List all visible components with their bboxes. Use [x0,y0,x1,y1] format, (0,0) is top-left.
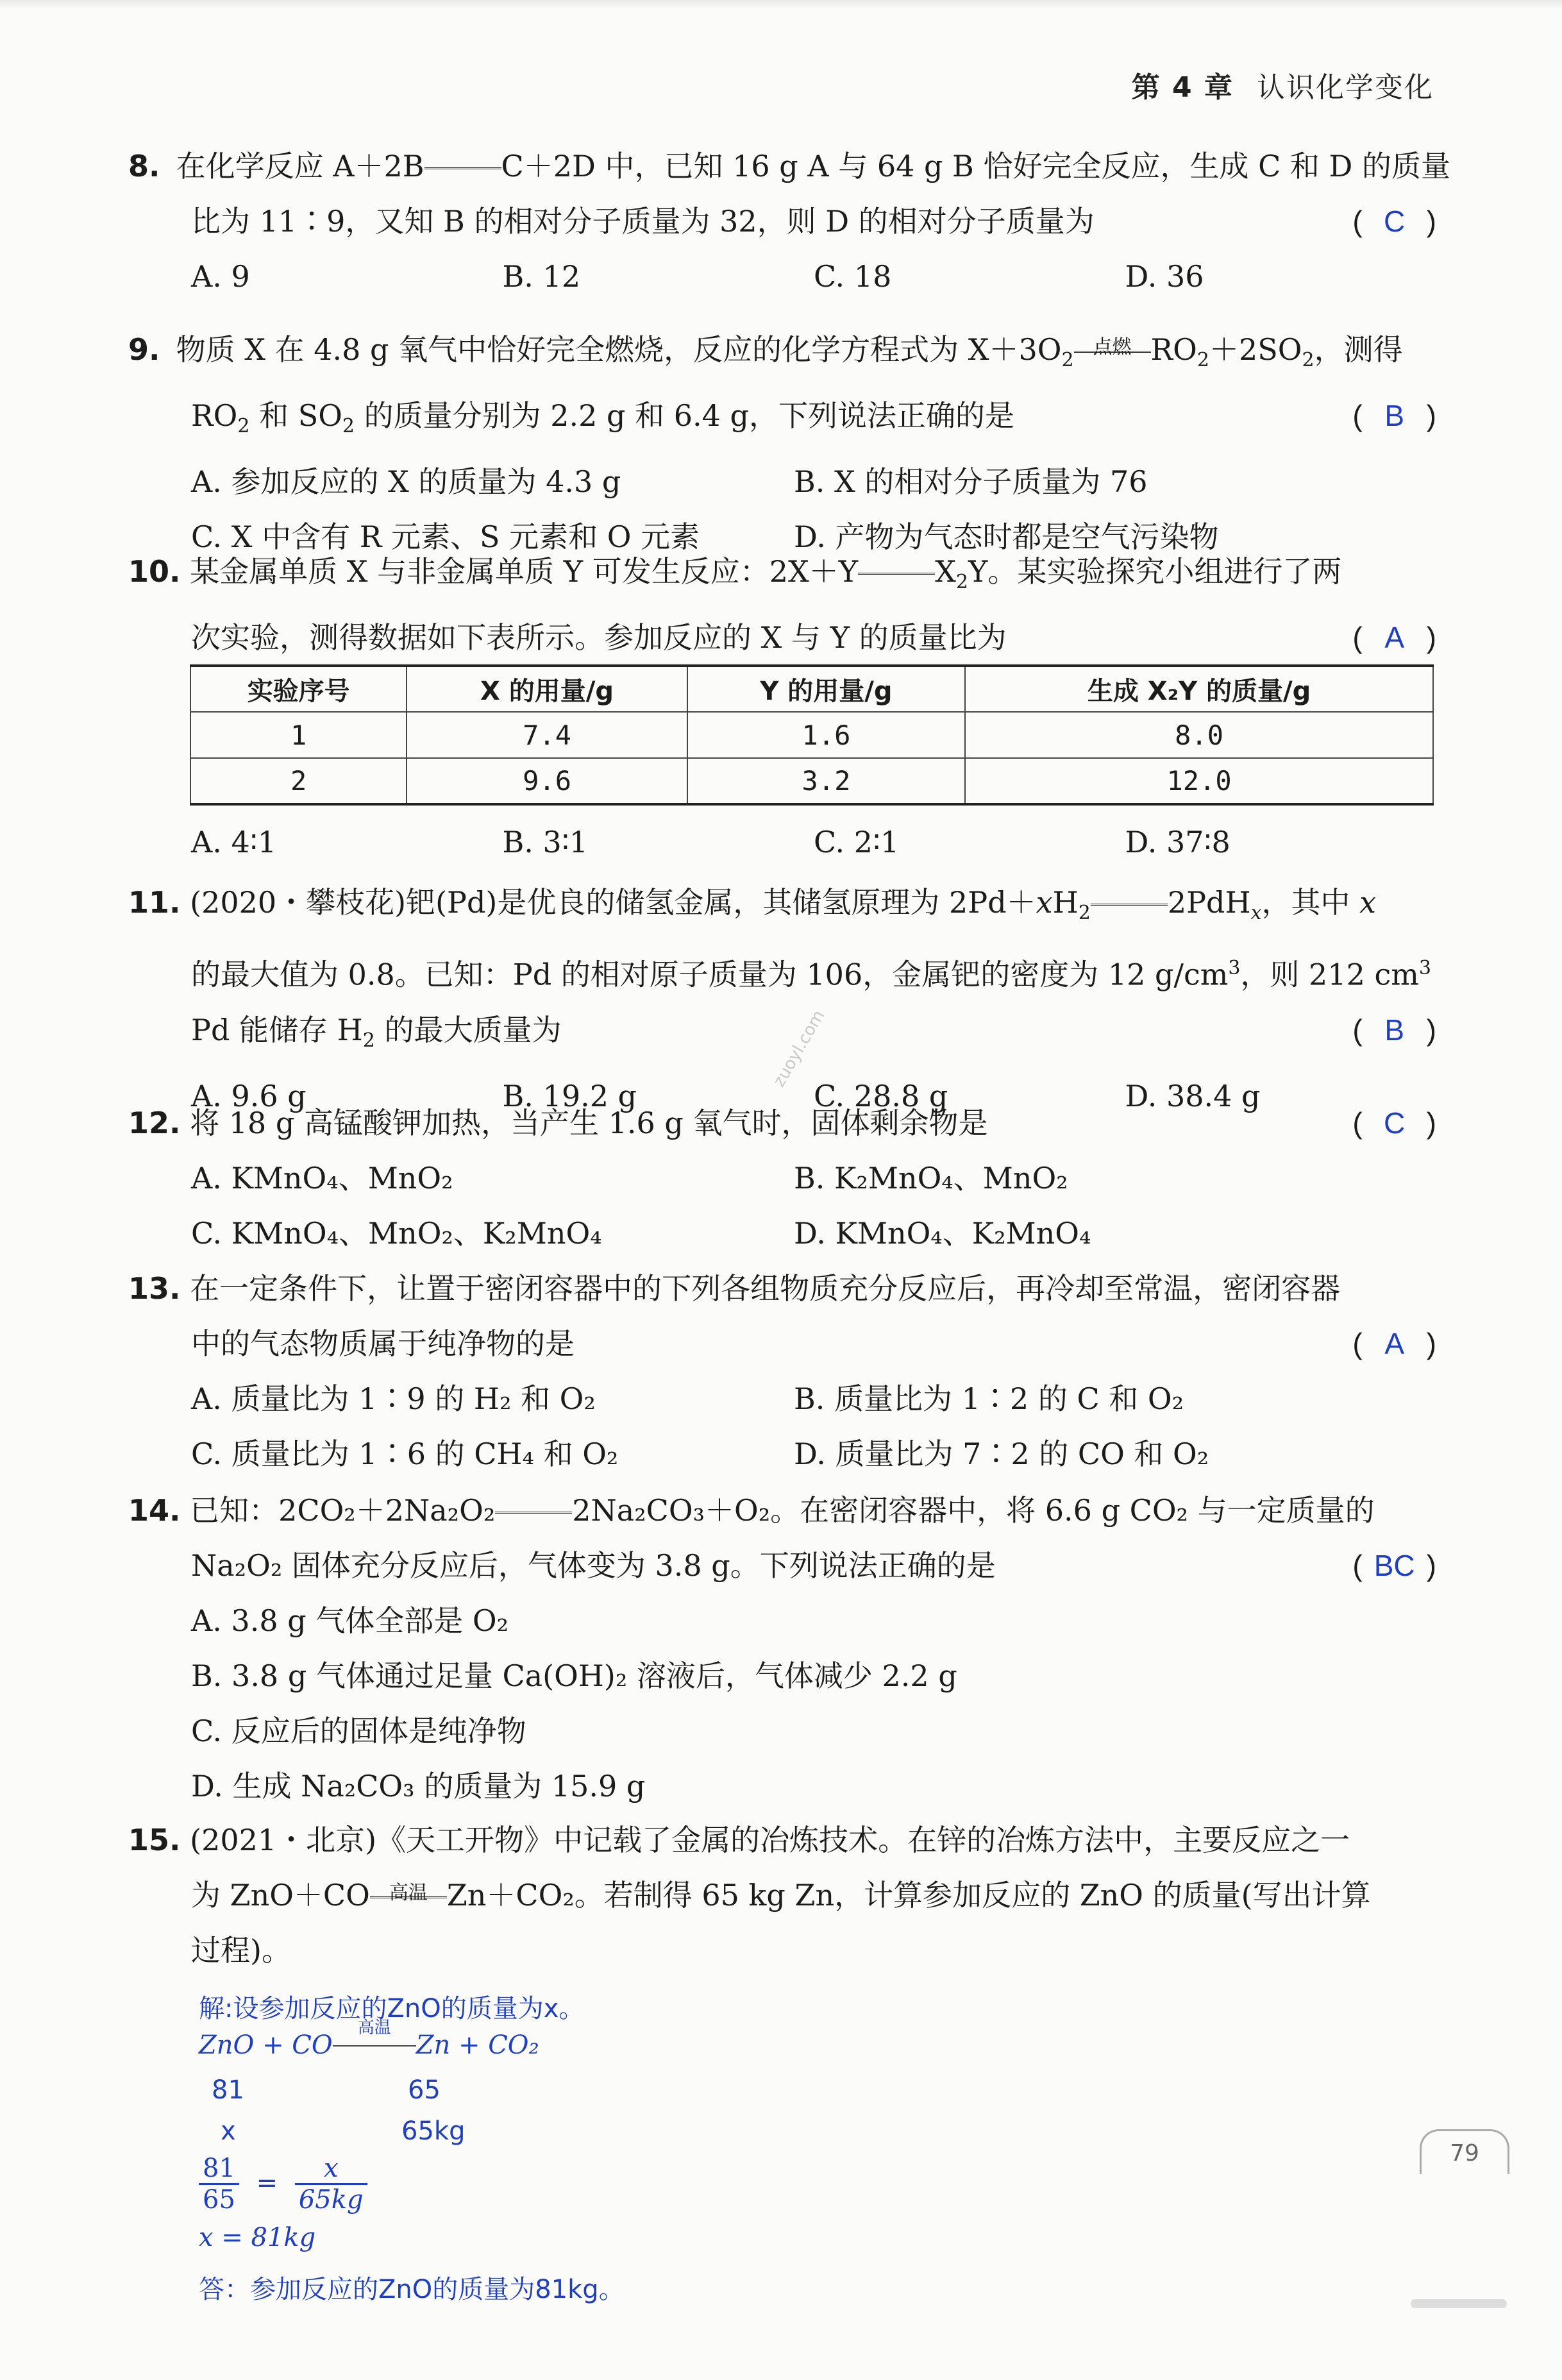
options [128,1151,1436,1206]
option-c: C. 18 [814,259,892,294]
question-text: RO [1150,332,1197,367]
options [128,454,1436,509]
question-text: Y。某实验探究小组进行了两 [968,554,1342,589]
question-15-line-1 [128,1812,1436,1868]
option-d: D. 38.4 g [1125,1078,1261,1113]
question-text: 的最大质量为 [374,1012,562,1047]
question-15-line-3 [128,1923,1436,1978]
molar-mass-zn: 65 [408,2075,441,2105]
data-table [190,664,1434,806]
option-c: C. 28.8 g [814,1078,948,1113]
question-number: 8. [128,149,160,183]
question-text: (2021・北京)《天工开物》中记载了金属的冶炼技术。在锌的冶炼方法中，主要反应之一 [190,1823,1350,1857]
question-10-options [128,814,1436,870]
question-text: RO [191,398,238,434]
option-d: D. 生成 Na₂CO₃ 的质量为 15.9 g [191,1769,646,1803]
option-a: A. 9 [191,259,250,294]
option-d: D. 37∶8 [1125,825,1230,859]
option-b: B. K₂MnO₄、MnO₂ [794,1161,1068,1195]
question-8-line-1 [128,139,1451,194]
equals-arrow [1091,892,1168,918]
question-text: (2020・攀枝花)钯(Pd)是优良的储氢金属，其储氢原理为 2Pd＋ [190,885,1036,920]
proportion [199,2154,367,2215]
table-cell: 8.0 [965,712,1433,758]
fraction-denominator: 65kg [298,2185,364,2215]
equals-sign: = [256,2168,278,2198]
table-cell: 9.6 [407,758,687,804]
table-header: X 的用量/g [407,666,687,712]
question-text: C＋2D 中，已知 16 g A 与 64 g B 恰好完全反应，生成 C 和 D 的质量 [501,149,1451,183]
question-text: ＋2SO [1209,332,1302,367]
reaction-arrow [333,2018,416,2059]
reaction-condition: 高温 [357,2018,391,2038]
answer-letter: C [1384,1106,1406,1140]
question-text: 次实验，测得数据如下表所示。参加反应的 X 与 Y 的质量比为 [191,620,1007,655]
question-number: 14. [128,1493,181,1528]
question-12-line-1 [128,1095,1436,1151]
question-text: 在一定条件下，让置于密闭容器中的下列各组物质充分反应后，再冷却至常温，密闭容器 [190,1271,1341,1306]
question-9-line-1: 9. 物质 X 在 4.8 g 氧气中恰好完全燃烧，反应的化学方程式为 $X+3O_2$ 点燃 $RO_2+2SO_2$，测得 [128,322,1436,388]
question-10 [128,544,1436,665]
question-13 [128,1261,1436,1481]
question-11-line-3: Pd 能储存 $H_2$ 的最大质量为 ( B ) [128,1002,1436,1068]
option-b: B. 质量比为 1∶2 的 C 和 O₂ [794,1381,1184,1416]
question-number: 15. [128,1823,181,1857]
molar-mass-znO: 81 [212,2075,244,2105]
table-header: 生成 X₂Y 的质量/g [965,666,1433,712]
question-11-line-2: 的最大值为 0.8。已知：Pd 的相对原子质量为 106，金属钯的密度为 12 $g/cm^3$，则 212 $cm^3$ [191,957,1431,992]
question-text: 某金属单质 X 与非金属单质 Y 可发生反应：2X＋Y [190,554,859,589]
question-text: ，则 212 cm [1240,957,1419,992]
option-b: B. X 的相对分子质量为 76 [794,464,1148,500]
question-text: Zn＋CO₂。若制得 65 kg Zn，计算参加反应的 ZnO 的质量(写出计算 [446,1878,1371,1912]
equals-arrow [424,156,501,181]
option-b: B. 12 [502,259,581,294]
question-number: 13. [128,1271,181,1306]
question-text: 2PdH [1167,885,1251,920]
question-number: 12. [128,1106,181,1140]
chapter-header [1132,64,1434,105]
option-a: A. 9.6 g [191,1078,307,1113]
option-b: B. 3.8 g 气体通过足量 Ca(OH)₂ 溶液后，气体减少 2.2 g [191,1658,957,1693]
final-answer: 答：参加反应的ZnO的质量为81kg。 [199,2275,625,2304]
question-9 [128,322,1436,564]
question-text: 物质 X 在 4.8 g 氧气中恰好完全燃烧，反应的化学方程式为 X＋3O [176,332,1062,367]
answer-bracket: ( B ) [1352,1002,1436,1058]
answer-letter: B [1384,1013,1405,1047]
fraction-denominator: 65 [203,2185,235,2215]
question-12 [128,1095,1436,1261]
reaction-arrow [1074,336,1151,365]
reaction-condition: 点燃 [1093,336,1132,359]
equals-arrow [858,561,935,587]
question-number: 11. [128,885,181,920]
question-8 [128,139,1451,304]
answer-letter: B [1384,399,1405,433]
chapter-title: 认识化学变化 [1257,71,1434,104]
answer-letter: BC [1373,1549,1415,1582]
answer-bracket: ( A ) [1352,610,1436,665]
question-text: 将 18 g 高锰酸钾加热，当产生 1.6 g 氧气时，固体剩余物是 [190,1106,988,1140]
question-text: 在化学反应 A＋2B [176,149,424,183]
question-text: 比为 11∶9，又知 B 的相对分子质量为 32，则 D 的相对分子质量为 [191,204,1095,239]
options [128,249,1436,304]
option-d: D. 质量比为 7∶2 的 CO 和 O₂ [794,1437,1209,1471]
fraction-left [199,2154,239,2215]
question-15 [128,1812,1436,1978]
option-c: C. 2∶1 [814,825,900,859]
reaction-condition: 高温 [389,1882,428,1904]
question-13-line-2 [128,1316,1436,1371]
option-b: B. 3∶1 [502,825,589,859]
question-14-line-2 [128,1538,1436,1593]
question-11-line-1: 11. (2020・攀枝花)钯(Pd)是优良的储氢金属，其储氢原理为 $2Pd+xH_2$ 2PdH$_x$，其中 x [128,875,1436,941]
option-c: C. X 中含有 R 元素、S 元素和 O 元素 [191,519,700,555]
equation-left: ZnO + CO [199,2030,333,2060]
option-c: C. 反应后的固体是纯净物 [191,1714,526,1748]
option-a: A. 3.8 g 气体全部是 O₂ [191,1603,509,1638]
question-text: ，测得 [1314,332,1403,367]
equals-arrow [495,1500,572,1526]
page-number: 79 [1420,2129,1509,2174]
table-row [190,712,1433,758]
equation-right: Zn + CO₂ [416,2030,539,2060]
answer-bracket: ( C ) [1352,194,1436,249]
answer-bracket: ( B ) [1352,388,1436,443]
top-shadow [0,0,1562,9]
fraction-right [295,2154,367,2215]
question-text: 的最大值为 0.8。已知：Pd 的相对原子质量为 106，金属钯的密度为 12 g/cm [191,957,1229,992]
question-10-line-2 [128,610,1436,665]
question-15-line-2 [128,1868,1436,1923]
question-text: 的质量分别为 2.2 g 和 6.4 g，下列说法正确的是 [355,398,1014,434]
option-a: A. KMnO₄、MnO₂ [191,1161,453,1195]
question-number: 9. [128,332,160,367]
option-c: C. 质量比为 1∶6 的 CH₄ 和 O₂ [191,1437,619,1471]
question-text: 中的气态物质属于纯净物的是 [191,1326,575,1361]
watermark: zuoyl.com [769,1007,829,1090]
options [128,1426,1436,1481]
options [128,1371,1436,1426]
question-text: Na₂O₂ 固体充分反应后，气体变为 3.8 g。下列说法正确的是 [191,1548,996,1583]
question-9-line-2: $RO_2$ 和 $SO_2$ 的质量分别为 2.2 g 和 6.4 g，下列说法正确的是 ( B ) [128,388,1436,454]
table-cell: 2 [190,758,407,804]
question-text: 2Na₂CO₃＋O₂。在密闭容器中，将 6.6 g CO₂ 与一定质量的 [572,1493,1375,1528]
question-text: 已知：2CO₂＋2Na₂O₂ [190,1493,496,1528]
table-header: 实验序号 [190,666,407,712]
unknown-x: x [221,2116,236,2146]
variable: x [1036,885,1053,920]
mass-zn: 65kg [401,2116,466,2146]
fraction-numerator: 81 [199,2154,239,2185]
question-text: H [1052,885,1079,920]
option-a: A. 4∶1 [191,825,276,859]
table-cell: 3.2 [687,758,965,804]
table-cell: 12.0 [965,758,1433,804]
answer-bracket: ( BC ) [1352,1538,1436,1593]
question-text: 为 ZnO＋CO [191,1878,370,1912]
chapter-number: 第 4 章 [1131,71,1234,104]
answer-bracket: ( C ) [1352,1095,1436,1151]
question-14 [128,1483,1436,1814]
page-edge-mark [1411,2299,1507,2308]
option-a: A. 参加反应的 X 的质量为 4.3 g [191,464,621,500]
option-d: D. KMnO₄、K₂MnO₄ [794,1216,1091,1251]
solution-intro: 解:设参加反应的ZnO的质量为x。 [199,1994,585,2023]
option-d: D. 36 [1125,259,1204,294]
answer-bracket: ( A ) [1352,1316,1436,1371]
question-text: ，其中 [1261,885,1360,920]
option-c: C. KMnO₄、MnO₂、K₂MnO₄ [191,1216,602,1251]
table-cell: 1.6 [687,712,965,758]
table-cell: 7.4 [407,712,687,758]
reaction-arrow [370,1882,447,1911]
option-b: B. 19.2 g [502,1078,637,1113]
answer-letter: A [1384,621,1405,655]
question-13-line-1 [128,1261,1436,1316]
variable: x [1359,885,1377,920]
answer-letter: A [1384,1327,1405,1360]
question-10-line-1: 10. 某金属单质 X 与非金属单质 Y 可发生反应：2X＋Y $X_2Y$。某实验探究小组进行了两 [128,544,1436,610]
table-cell: 1 [190,712,407,758]
option-d: D. 产物为气态时都是空气污染物 [794,519,1219,555]
options [128,1206,1436,1261]
table-header-row [190,666,1433,712]
options [128,814,1436,870]
option-a: A. 质量比为 1∶9 的 H₂ 和 O₂ [191,1381,596,1416]
question-text: 过程)。 [191,1933,291,1968]
fraction-numerator: x [295,2154,367,2185]
answer-letter: C [1384,205,1406,238]
variable: x [1250,902,1262,925]
question-text: Pd 能储存 H [191,1012,363,1047]
question-text: X [935,554,956,589]
table-header: Y 的用量/g [687,666,965,712]
solution-equation [199,2018,539,2060]
table-row [190,758,1433,804]
question-text: 和 SO [249,398,342,434]
question-number: 10. [128,554,181,589]
question-8-line-2 [128,194,1436,249]
question-14-line-1 [128,1483,1436,1538]
result: x = 81kg [199,2223,316,2252]
